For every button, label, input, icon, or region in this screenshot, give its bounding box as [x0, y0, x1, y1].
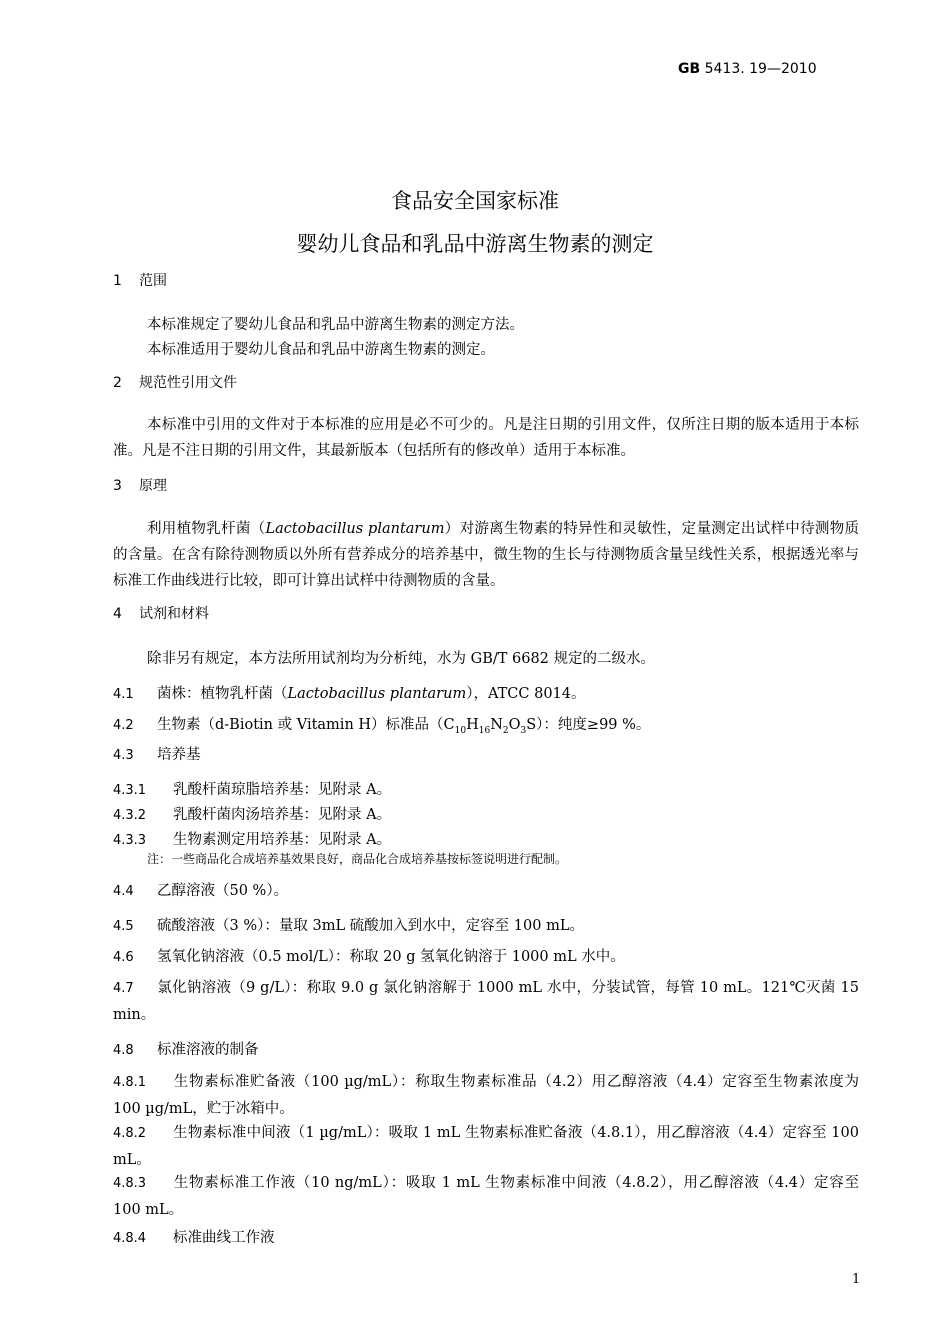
clause-text: 乙醇溶液（50 %）。 — [157, 883, 289, 899]
section-title: 试剂和材料 — [139, 606, 209, 622]
text-run: 生物素（d-Biotin 或 Vitamin H）标准品（C — [157, 717, 455, 733]
subscript: 10 — [454, 725, 467, 736]
section-number: 1 — [113, 273, 122, 289]
clause-number: 4.1 — [113, 687, 134, 702]
section-title: 原理 — [139, 478, 167, 494]
clause-text: 标准曲线工作液 — [173, 1230, 275, 1246]
clause-4-2 — [113, 713, 650, 736]
note: 注：一些商品化合成培养基效果良好，商品化合成培养基按标签说明进行配制。 — [147, 852, 568, 866]
clause-text: 生物素标准贮备液（100 µg/mL）：称取生物素标准品（4.2）用乙醇溶液（4.4）定容至生物素浓度为 100 µg/mL，贮于冰箱中。 — [113, 1074, 859, 1117]
clause-4-4 — [113, 879, 288, 900]
clause-text: 生物素测定用培养基：见附录 A。 — [173, 832, 392, 848]
page-number: 1 — [852, 1272, 861, 1287]
clause-text: 培养基 — [157, 747, 201, 763]
text-run: S）：纯度≥99 %。 — [526, 717, 651, 733]
clause-number: 4.3.3 — [113, 833, 147, 848]
text-run: O — [508, 717, 521, 733]
section-1-para-1: 本标准规定了婴幼儿食品和乳品中游离生物素的测定方法。 — [147, 317, 524, 333]
doc-title-line1: 食品安全国家标准 — [391, 189, 559, 213]
text-run: H — [466, 717, 479, 733]
clause-4-3-3 — [113, 828, 391, 849]
clause-4-8-1 — [113, 1069, 859, 1122]
section-number: 3 — [113, 478, 122, 494]
clause-4-3 — [113, 743, 201, 764]
clause-text: 氯化钠溶液（9 g/L）：称取 9.0 g 氯化钠溶解于 1000 mL 水中，分装试管，每管 10 mL。121℃灭菌 15 min。 — [113, 980, 859, 1023]
clause-number: 4.3.2 — [113, 808, 147, 823]
clause-number: 4.7 — [113, 981, 134, 996]
section-1-heading — [113, 270, 167, 290]
text-run: N — [490, 717, 503, 733]
clause-text: 生物素标准中间液（1 µg/mL）：吸取 1 mL 生物素标准贮备液（4.8.1），用乙醇溶液（4.4）定容至 100 mL。 — [113, 1125, 859, 1168]
clause-text: 生物素标准工作液（10 ng/mL）：吸取 1 mL 生物素标准中间液（4.8.2），用乙醇溶液（4.4）定容至 100 mL。 — [113, 1175, 859, 1218]
standard-prefix: GB — [678, 61, 701, 77]
clause-4-8-2 — [113, 1120, 859, 1173]
clause-4-3-2 — [113, 803, 391, 824]
text-run: ），ATCC 8014。 — [466, 686, 586, 702]
standard-number — [678, 61, 817, 77]
section-1-para-2: 本标准适用于婴幼儿食品和乳品中游离生物素的测定。 — [147, 342, 495, 358]
clause-number: 4.6 — [113, 950, 134, 965]
clause-text: 氢氧化钠溶液（0.5 mol/L）：称取 20 g 氢氧化钠溶于 1000 mL 水中。 — [157, 949, 625, 965]
section-4-heading — [113, 603, 209, 623]
section-title: 范围 — [139, 273, 167, 289]
clause-4-6 — [113, 945, 625, 966]
section-3-para-1 — [113, 516, 859, 594]
clause-number: 4.8.4 — [113, 1231, 147, 1246]
subscript: 3 — [520, 725, 527, 736]
clause-text: 硫酸溶液（3 %）：量取 3mL 硫酸加入到水中，定容至 100 mL。 — [157, 918, 584, 934]
clause-text: 乳酸杆菌琼脂培养基：见附录 A。 — [173, 782, 392, 798]
clause-number: 4.8.2 — [113, 1126, 147, 1141]
italic-species-name: Lactobacillus plantarum — [287, 686, 467, 702]
section-number: 2 — [113, 375, 122, 391]
clause-4-8 — [113, 1038, 259, 1059]
clause-4-8-3 — [113, 1170, 859, 1223]
clause-text: 标准溶液的制备 — [157, 1042, 259, 1058]
clause-number: 4.8.1 — [113, 1075, 147, 1090]
clause-4-1 — [113, 682, 586, 703]
subscript: 16 — [478, 725, 491, 736]
section-number: 4 — [113, 606, 122, 622]
section-3-heading — [113, 475, 167, 495]
clause-number: 4.8.3 — [113, 1176, 147, 1191]
section-2-para-1: 本标准中引用的文件对于本标准的应用是必不可少的。凡是注日期的引用文件，仅所注日期的版本适用于本标准。凡是不注日期的引用文件，其最新版本（包括所有的修改单）适用于本标准。 — [113, 417, 859, 459]
clause-number: 4.5 — [113, 919, 134, 934]
clause-4-7 — [113, 975, 859, 1028]
clause-number: 4.8 — [113, 1043, 134, 1058]
italic-species-name: Lactobacillus plantarum — [265, 521, 445, 537]
standard-code: 5413. 19—2010 — [704, 61, 817, 77]
clause-number: 4.3.1 — [113, 783, 147, 798]
clause-number: 4.4 — [113, 884, 134, 899]
clause-4-3-1 — [113, 778, 391, 799]
text-run: 菌株：植物乳杆菌（ — [157, 686, 288, 702]
section-4-para-1: 除非另有规定，本方法所用试剂均为分析纯，水为 GB/T 6682 规定的二级水。 — [147, 651, 656, 667]
section-title: 规范性引用文件 — [139, 375, 237, 391]
text-run: 利用植物乳杆菌（ — [147, 521, 266, 537]
clause-number: 4.3 — [113, 748, 134, 763]
text-run: ）对游离生物素的特异性和灵敏性，定量测定出试样中待测物质的含量。在含有除待测物质以外所有营养成分的培养基中，微生物的生长与待测物质含量呈线性关系，根据透光率与标准工作曲线进行比较，即可计算出试样中待测物质的含量。 — [113, 521, 859, 589]
clause-text: 乳酸杆菌肉汤培养基：见附录 A。 — [173, 807, 392, 823]
clause-4-8-4 — [113, 1226, 275, 1247]
clause-4-5 — [113, 914, 584, 935]
clause-number: 4.2 — [113, 718, 134, 733]
subscript: 2 — [502, 725, 509, 736]
doc-title-line2: 婴幼儿食品和乳品中游离生物素的测定 — [296, 232, 654, 256]
section-2-heading — [113, 372, 237, 392]
